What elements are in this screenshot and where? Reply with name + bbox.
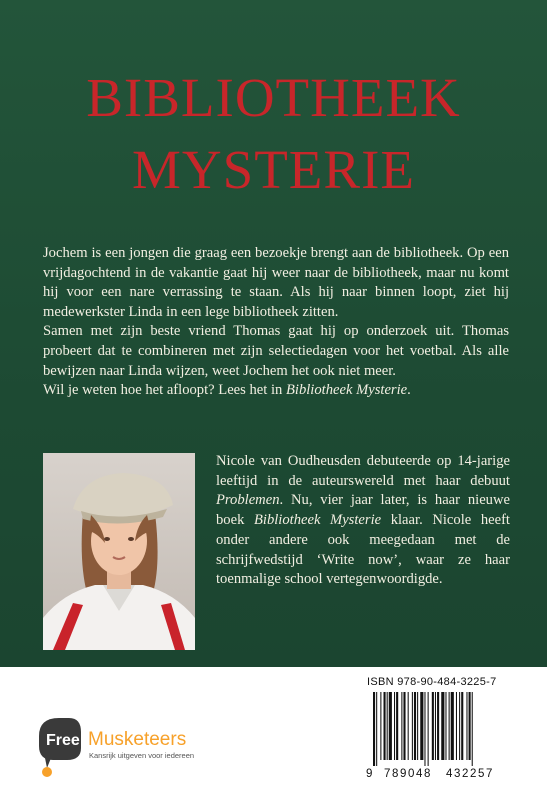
bio-part-1: Nicole van Oudheusden debuteerde op 14-jarige leeftijd in de auteurswereld met haar debuut bbox=[216, 453, 510, 489]
barcode-bar bbox=[451, 692, 454, 760]
barcode-bar bbox=[435, 692, 436, 760]
barcode-bar bbox=[380, 692, 381, 760]
barcode-bar bbox=[459, 692, 460, 760]
publisher-tagline: Kansrijk uitgeven voor iedereen bbox=[89, 751, 195, 760]
barcode-bar bbox=[472, 692, 473, 766]
blurb-period: . bbox=[407, 382, 411, 399]
publisher-logo bbox=[33, 712, 253, 782]
barcode-bar bbox=[424, 692, 425, 766]
barcode-icon bbox=[365, 692, 509, 766]
barcode-bar bbox=[376, 692, 377, 766]
barcode-bar bbox=[389, 692, 392, 760]
barcode-bar bbox=[417, 692, 418, 760]
blurb-text bbox=[43, 244, 509, 401]
barcode-bar bbox=[408, 692, 409, 760]
barcode-bar bbox=[384, 692, 386, 760]
barcode-bar bbox=[403, 692, 405, 760]
barcode-bar bbox=[441, 692, 444, 760]
barcode-bar bbox=[445, 692, 446, 760]
barcode-bar bbox=[412, 692, 413, 760]
barcode-bar bbox=[420, 692, 423, 760]
bio-book-title: Bibliotheek Mysterie bbox=[253, 512, 382, 529]
blurb-paragraph-1: Jochem is een jongen die graag een bezoekje brengt aan de bibliotheek. Op een vrijdagochtend in de vakantie gaat hij weer naar de bibliotheek, maar nu komt hij voor een nare verrassing te staan. Als hij naar binnen loopt, ziet hij medewerkster Linda in een lege bibliotheek zitten. bbox=[43, 245, 509, 320]
barcode-bar bbox=[401, 692, 402, 760]
isbn-label: ISBN 978-90-484-3225-7 bbox=[367, 676, 497, 688]
barcode-bar bbox=[432, 692, 434, 760]
barcode-bar bbox=[469, 692, 471, 760]
blurb-book-title: Bibliotheek Mysterie bbox=[285, 382, 408, 399]
bio-part-3: klaar. Nicole heeft onder andere ook meegedaan met de schrijfwedstijd ‘Write now’, waar ze haar toenmalige school vertegenwoordigde. bbox=[216, 512, 510, 588]
barcode-bar bbox=[461, 692, 463, 760]
publisher-name-free: Free bbox=[46, 732, 80, 749]
barcode-digit-first: 9 bbox=[366, 768, 374, 780]
barcode-bar bbox=[396, 692, 398, 760]
barcode-bar bbox=[428, 692, 429, 766]
author-photo bbox=[43, 453, 195, 650]
author-bio bbox=[216, 452, 510, 590]
blurb-paragraph-3 bbox=[43, 381, 509, 401]
title-line-1: BIBLIOTHEEK bbox=[86, 67, 461, 128]
barcode-bar bbox=[437, 692, 439, 760]
barcode-bar bbox=[456, 692, 457, 760]
title-line-2: MYSTERIE bbox=[132, 139, 415, 200]
blurb-question: Wil je weten hoe het afloopt? Lees het in bbox=[43, 382, 286, 399]
barcode-bar bbox=[414, 692, 416, 760]
blurb-paragraph-2: Samen met zijn beste vriend Thomas gaat hij op onderzoek uit. Thomas probeert dat te combineren met zijn selectiedagen voor het voetbal. Als alle bewijzen naar Linda wijzen, weet Jochem het ook niet meer. bbox=[43, 323, 509, 379]
barcode-bar bbox=[373, 692, 375, 766]
bio-debut-title: Problemen bbox=[216, 492, 280, 509]
barcode-digits-group-2: 432257 bbox=[446, 768, 494, 780]
barcode-bar bbox=[449, 692, 450, 760]
barcode-bar bbox=[394, 692, 395, 760]
publisher-name-musketeers: Musketeers bbox=[88, 729, 187, 750]
barcode-bar bbox=[466, 692, 467, 760]
barcode-bar bbox=[387, 692, 388, 760]
barcode-digits-group-1: 789048 bbox=[384, 768, 432, 780]
bio-part-2: . Nu, vier jaar later, is haar nieuwe boek bbox=[216, 492, 510, 529]
